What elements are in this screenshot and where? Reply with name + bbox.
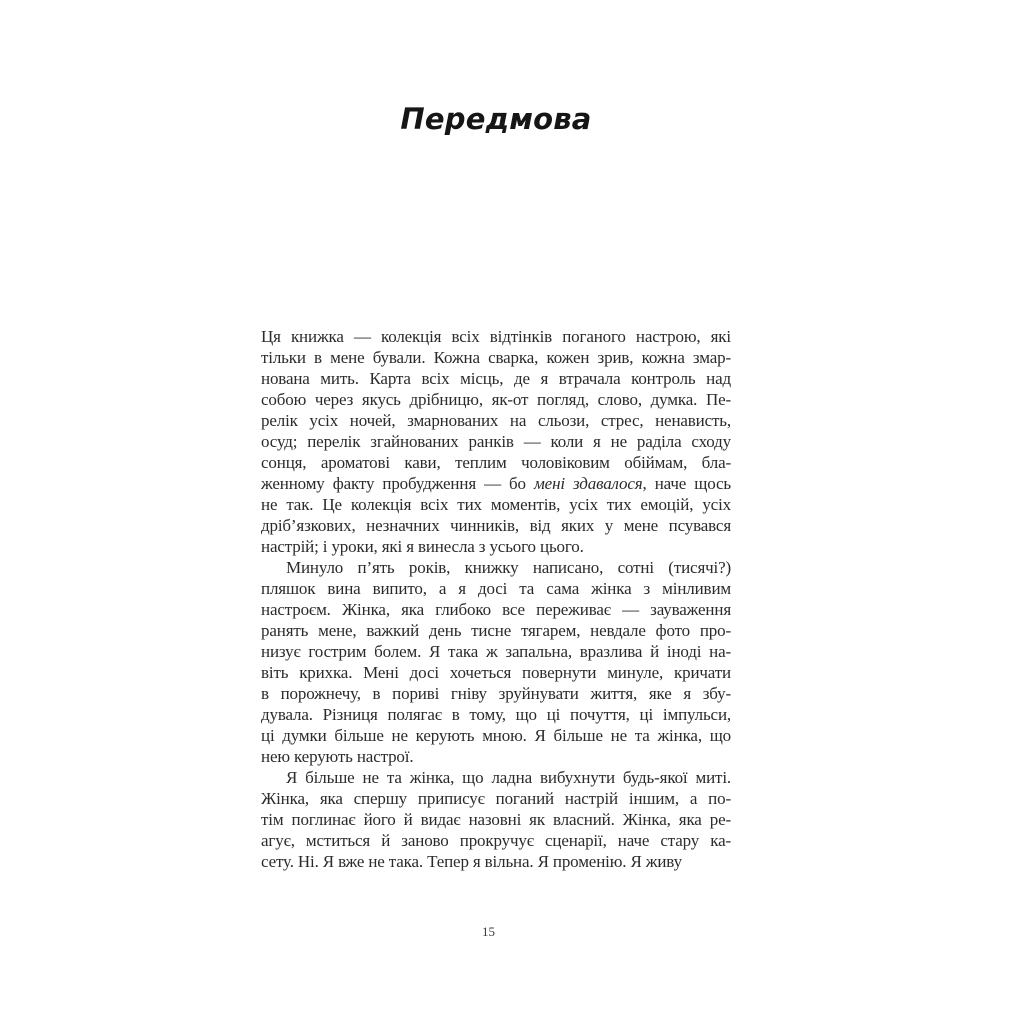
text-line: осуд; перелік згайнованих ранків — коли я не раділа сходу — [261, 432, 731, 451]
text-line: віть крихка. Мені досі хочеться повернути минуле, кричати — [261, 663, 731, 682]
text-line: пляшок вина випито, а я досі та сама жінка з мінливим — [261, 579, 731, 598]
text-line: женному факту пробудження — бо мені здавалося, наче щось — [261, 474, 731, 493]
text-line: сету. Ні. Я вже не така. Тепер я вільна. Я променію. Я живу — [261, 852, 682, 871]
paragraph — [261, 557, 731, 767]
text-line: тільки в мене бували. Кожна сварка, кожен зрив, кожна змар- — [261, 348, 731, 367]
text-line: нована мить. Карта всіх місць, де я втрачала контроль над — [261, 369, 731, 388]
text-line: агує, мститься й заново прокручує сценарії, наче стару ка- — [261, 831, 731, 850]
text-line: ці думки більше не керують мною. Я більше не та жінка, що — [261, 726, 731, 745]
text-block — [261, 326, 731, 872]
text-line: низує гострим болем. Я така ж запальна, вразлива й іноді на- — [261, 642, 731, 661]
text-line: сонця, ароматові кави, теплим чоловіковим обіймам, бла- — [261, 453, 731, 472]
text-line: релік усіх ночей, змарнованих на сльози, стрес, ненависть, — [261, 411, 731, 430]
text-line: ранять мене, важкий день тисне тягарем, невдале фото про- — [261, 621, 731, 640]
emphasized-text: мені здавалося — [533, 474, 643, 493]
text-line: дріб’язкових, незначних чинників, від яких у мене псувався — [261, 516, 731, 535]
text-line: настроєм. Жінка, яка глибоко все переживає — зауваження — [261, 600, 731, 619]
text-line: не так. Це колекція всіх тих моментів, усіх тих емоцій, усіх — [261, 495, 731, 514]
paragraph — [261, 326, 731, 557]
page-number: 15 — [482, 924, 495, 939]
text-line: Я більше не та жінка, що ладна вибухнути будь-якої миті. — [286, 768, 731, 787]
text-line: Минуло п’ять років, книжку написано, сотні (тисячі?) — [286, 558, 731, 577]
chapter-title: Передмова — [400, 102, 592, 136]
text-line: собою через якусь дрібницю, як-от погляд, слово, думка. Пе- — [261, 390, 731, 409]
text-line: Ця книжка — колекція всіх відтінків поганого настрою, які — [261, 327, 731, 346]
text-line: дувала. Різниця полягає в тому, що ці почуття, ці імпульси, — [261, 705, 731, 724]
text-line: нею керують настрої. — [261, 747, 414, 766]
text-line: тім поглинає його й видає назовні як власний. Жінка, яка ре- — [261, 810, 731, 829]
text-line: в порожнечу, в пориві гніву зруйнувати життя, яке я збу- — [261, 684, 731, 703]
text-line: Жінка, яка спершу приписує поганий настрій іншим, а по- — [261, 789, 731, 808]
paragraph — [261, 767, 731, 872]
text-line: настрій; і уроки, які я винесла з усього цього. — [261, 537, 584, 556]
